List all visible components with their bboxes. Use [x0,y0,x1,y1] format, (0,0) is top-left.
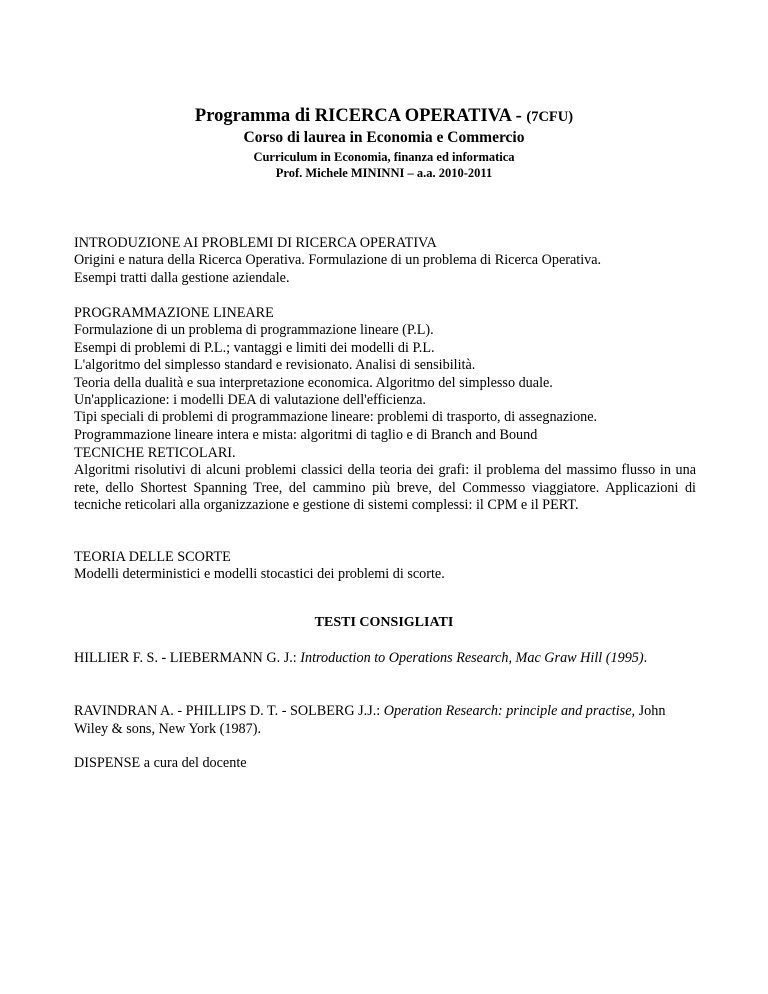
reference-authors: RAVINDRAN A. - PHILLIPS D. T. - SOLBERG J.J.: [74,703,384,719]
curriculum-name: Curriculum in Economia, finanza ed informatica [253,150,515,164]
reference-rest: . [643,650,648,666]
reference-item [74,755,696,773]
section-paragraph: Algoritmi risolutivi di alcuni problemi classici della teoria dei grafi: il problema del massimo flusso in una rete, dello Shortest Spanning Tree, del cammino più breve, del Commesso viaggiatore. Applicazioni di tecniche reticolari alla organizzazione e gestione di sistemi complessi: il CPM e il PERT. [74,462,696,514]
section-line: L'algoritmo del simplesso standard e revisionato. Analisi di sensibilità. [74,357,476,374]
section-line: Esempi tratti dalla gestione aziendale. [74,269,290,286]
references-heading: TESTI CONSIGLIATI [314,615,454,630]
section-programmazione-lineare [74,305,696,444]
section-line: Formulazione di un problema di programmazione lineare (P.L). [74,322,434,339]
reference-authors: HILLIER F. S. - LIEBERMANN G. J.: [74,650,301,666]
reference-title: Operation Research: principle and practise, [383,703,636,719]
reference-item [74,650,696,668]
section-line: Un'applicazione: i modelli DEA di valutazione dell'efficienza. [74,392,426,409]
section-introduzione [74,235,696,287]
section-teoria-scorte [74,549,696,584]
reference-item [74,703,696,738]
reference-authors: DISPENSE a cura del docente [74,755,247,771]
section-tecniche-reticolari [74,445,696,515]
section-heading: TEORIA DELLE SCORTE [74,549,231,565]
professor-line: Prof. Michele MININNI – a.a. 2010-2011 [275,166,493,180]
page-title [0,106,768,127]
section-line: Programmazione lineare intera e mista: algoritmi di taglio e di Branch and Bound [74,426,538,443]
section-line: Tipi speciali di problemi di programmazione lineare: problemi di trasporto, di assegnazione. [74,409,598,426]
section-heading: INTRODUZIONE AI PROBLEMI DI RICERCA OPERATIVA [74,235,437,251]
section-line: Modelli deterministici e modelli stocastici dei problemi di scorte. [74,566,445,583]
course-name: Corso di laurea in Economia e Commercio [243,129,525,146]
section-line: Teoria della dualità e sua interpretazione economica. Algoritmo del simplesso duale. [74,374,553,391]
title-main: Programma di RICERCA OPERATIVA - [194,106,527,126]
section-heading: TECNICHE RETICOLARI. [74,445,236,461]
reference-rest: John Wiley & sons, New York (1987). [74,703,666,737]
section-line: Origini e natura della Ricerca Operativa. Formulazione di un problema di Ricerca Operativa. [74,252,602,269]
section-heading: PROGRAMMAZIONE LINEARE [74,305,274,321]
reference-title: Introduction to Operations Research, Mac Graw Hill (1995) [300,650,644,666]
title-cfu: (7CFU) [526,109,574,125]
section-line: Esempi di problemi di P.L.; vantaggi e limiti dei modelli di P.L. [74,339,435,356]
